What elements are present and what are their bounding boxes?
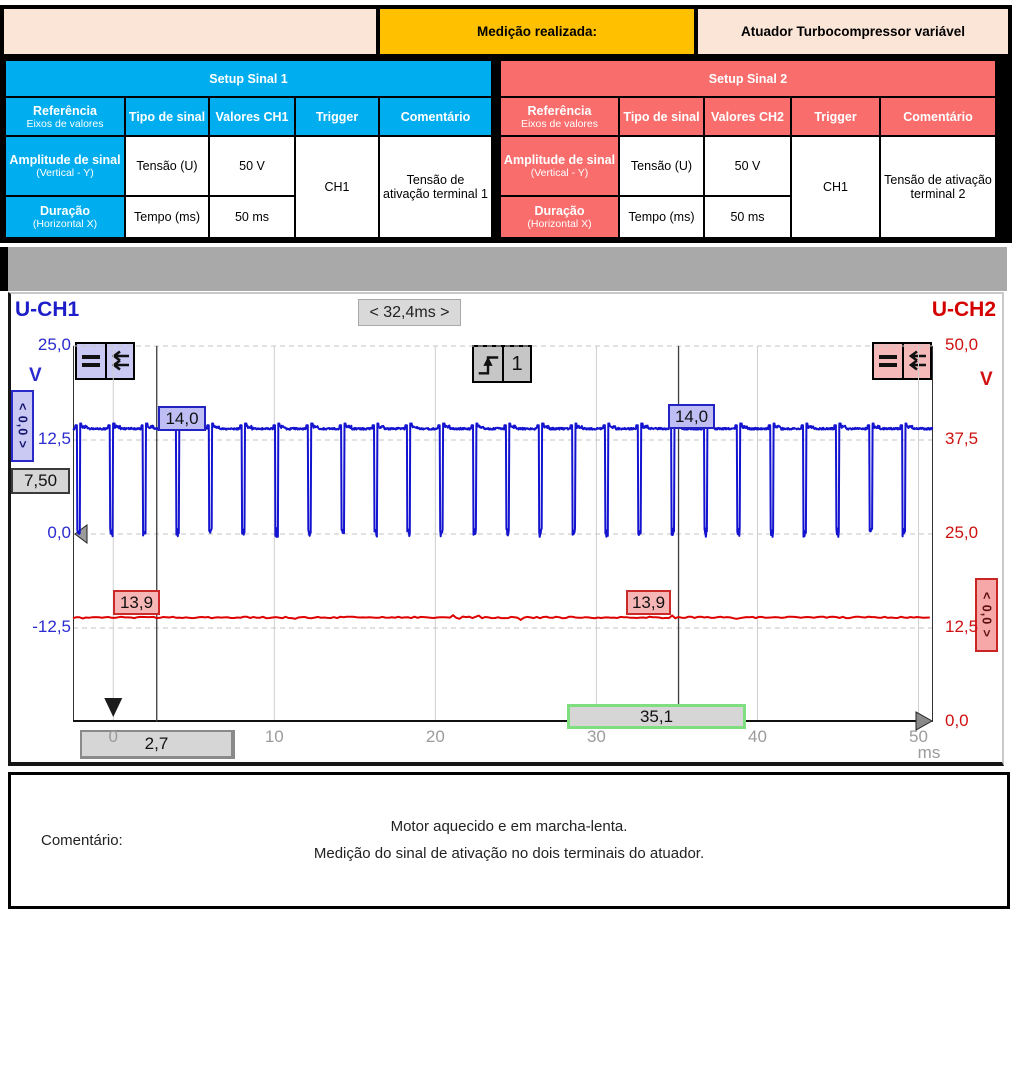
ch1-y-tick-label: 0,0: [47, 523, 71, 542]
trigger-channel-label: 1: [502, 347, 530, 381]
setup1-row1-tipo: Tensão (U): [125, 136, 209, 196]
setup1-col-tipo: Tipo de sinal: [125, 97, 209, 136]
setup2-col-tipo: Tipo de sinal: [619, 97, 704, 136]
setup2-row1-tipo: Tensão (U): [619, 136, 704, 196]
setup1-col-referencia: Referência Eixos de valores: [5, 97, 125, 136]
scope-plot-canvas: [73, 346, 933, 722]
setup2-row2-ref: Duração (Horizontal X): [500, 196, 619, 238]
setup1-row2-valor: 50 ms: [209, 196, 295, 238]
setup2-col-comentario: Comentário: [880, 97, 996, 136]
setup1-col-comentario: Comentário: [379, 97, 492, 136]
x-tick-label: 10: [264, 727, 284, 746]
setup1-col-trigger: Trigger: [295, 97, 379, 136]
setup2-row2-tipo: Tempo (ms): [619, 196, 704, 238]
ch2-y-tick-label: 50,0: [945, 335, 979, 354]
ch2-offset-badge[interactable]: < 0,0 >: [975, 578, 998, 652]
measurement-label: Medição realizada:: [380, 9, 698, 54]
ch2-y-tick-label: 0,0: [945, 711, 969, 730]
cursor1-ch2-value-box[interactable]: 13,9: [113, 590, 160, 615]
setup-signal-2-table: [499, 59, 997, 239]
cursor-delta-time-box[interactable]: < 32,4ms >: [358, 299, 461, 326]
trigger-level-box[interactable]: 7,50: [11, 468, 70, 494]
setup2-row1-ref: Amplitude de sinal (Vertical - Y): [500, 136, 619, 196]
section-divider-bar: [0, 247, 1007, 291]
setup1-row1-valor: 50 V: [209, 136, 295, 196]
ch2-unit-label: V: [980, 369, 993, 390]
ch2-axis-title: U-CH2: [931, 298, 996, 321]
ch2-y-tick-label: 37,5: [945, 429, 979, 448]
setup1-row2-tipo: Tempo (ms): [125, 196, 209, 238]
ch1-y-tick-label: -12,5: [32, 617, 71, 636]
ch1-y-tick-label: 12,5: [37, 429, 71, 448]
ch1-unit-label: V: [29, 365, 42, 386]
setup1-trigger-value: CH1: [295, 136, 379, 238]
oscilloscope-panel: [8, 292, 1004, 766]
comment-label: Comentário:: [41, 832, 123, 849]
cursor2-ch1-value-box[interactable]: 14,0: [668, 404, 715, 429]
ch1-waveform: [73, 424, 933, 537]
setup2-row1-valor: 50 V: [704, 136, 791, 196]
x-tick-label: 40: [747, 727, 767, 746]
setup2-title: Setup Sinal 2: [500, 60, 996, 97]
setup2-trigger-value: CH1: [791, 136, 880, 238]
x-tick-label: 50: [909, 727, 928, 746]
header-blank-cell: [4, 9, 380, 54]
setup1-title: Setup Sinal 1: [5, 60, 492, 97]
x-tick-label: 0: [108, 727, 118, 746]
ch2-y-tick-label: 25,0: [945, 523, 979, 542]
setup2-col-referencia: Referência Eixos de valores: [500, 97, 619, 136]
setup1-col-valores: Valores CH1: [209, 97, 295, 136]
scope-plot-area: [73, 346, 933, 722]
cursor2-ch2-value-box[interactable]: 13,9: [626, 590, 671, 615]
comment-section: [8, 772, 1010, 909]
setup1-row1-ref: Amplitude de sinal (Vertical - Y): [5, 136, 125, 196]
setup2-row2-valor: 50 ms: [704, 196, 791, 238]
comment-line-1: Motor aquecido e em marcha-lenta.: [390, 818, 628, 836]
setup2-comentario-value: Tensão de ativação terminal 2: [880, 136, 996, 238]
cursor1-ch1-value-box[interactable]: 14,0: [158, 406, 206, 431]
ch1-offset-badge[interactable]: < 0,0 >: [11, 390, 34, 462]
setup2-col-trigger: Trigger: [791, 97, 880, 136]
setup-signal-1-table: [4, 59, 493, 239]
report-header-row: [4, 9, 1008, 59]
comment-text: [11, 775, 1007, 906]
cursor1-time-box[interactable]: 2,7: [80, 730, 235, 759]
ch2-waveform: [73, 615, 930, 620]
setup2-col-valores: Valores CH2: [704, 97, 791, 136]
cursor2-time-box[interactable]: 35,1: [567, 704, 746, 729]
setup1-comentario-value: Tensão de ativação terminal 1: [379, 136, 492, 238]
x-axis-unit-label: ms: [917, 743, 941, 762]
measurement-value: Atuador Turbocompressor variável: [698, 9, 1008, 54]
comment-line-2: Medição do sinal de ativação no dois terminais do atuador.: [313, 844, 705, 862]
x-tick-label: 30: [586, 727, 606, 746]
trigger-time-marker[interactable]: [104, 698, 122, 717]
ch1-axis-title: U-CH1: [15, 298, 80, 321]
x-tick-label: 20: [425, 727, 445, 746]
report-header-block: [0, 5, 1012, 243]
ch2-y-tick-label: 12,5: [945, 617, 979, 636]
ch1-y-tick-label: 25,0: [37, 335, 71, 354]
setup1-row2-ref: Duração (Horizontal X): [5, 196, 125, 238]
